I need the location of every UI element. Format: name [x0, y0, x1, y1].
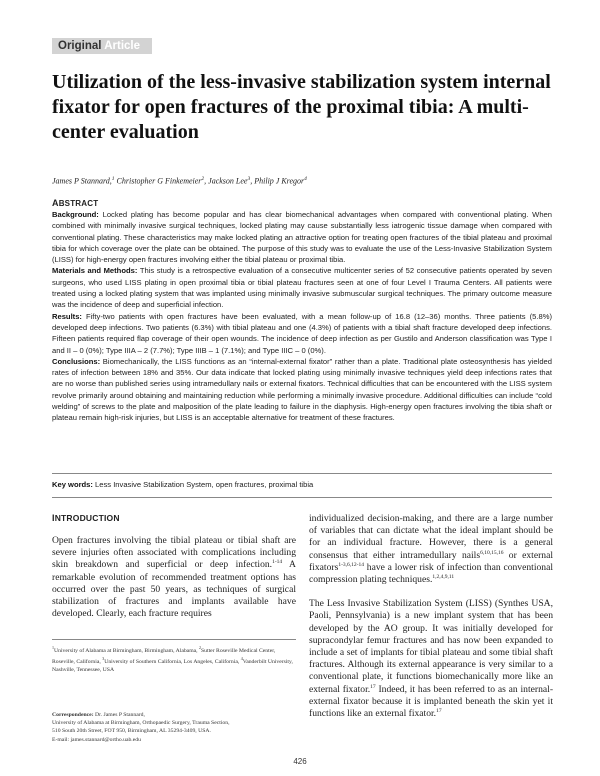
citation: 1-3,6,12-14 — [338, 561, 364, 568]
introduction-right-column — [309, 513, 553, 720]
intro-paragraph-2: The Less Invasive Stabilization System (LISS) (Synthes USA, Paoli, Pennsylvania) is a new implant system that has been developed by the AO group. It was initially developed for supracondylar femur fractures and has now been expanded to include a set of implants for tibial plateau and some tibial shaft fractures. Although its external appearance is very similar to a conventional plate, it functions biomechanically more like an external fixator.$^{17}$ Indeed, it has been referred to as an internal-external fixator because it is implanted beneath the skin yet it functions like an external fixator.$^{17}$ — [309, 598, 554, 720]
affiliation-marker: 2 — [201, 176, 205, 182]
affiliation-marker: 4 — [304, 176, 307, 182]
abstract-conclusions: Conclusions: Biomechanically, the LISS functions as an “internal-external fixator” rather than a plate. Traditional plate osteosynthesis has yielded rates of infection between 18% and 35%. Our data indicate that locked plating using minimally invasive techniques yield deep infections rates that are no worse than published series using intramedullary nails or external fixators. Technical difficulties that can be encountered with the LISS system revolve primarily around obtaining and maintaining reduction while performing a minimally invasive procedure. Additional difficulties can include “cold welding” of screws to the plate and malposition of the plate leading to failure in the diaphysis. High-energy open fractures involving the tibia shaft or plateau remain high-risk injuries, but LISS is an acceptable alternative for treatment of these fractures. — [52, 356, 552, 423]
abstract-background: Background: Locked plating has become popular and has clear biomechanical advantages when compared with conventional plating. When combined with minimally invasive surgical techniques, locked plating may cause substantially less iatrogenic tissue damage when compared with conventional plating. These characteristics may make locked plating an attractive option for treating open fractures of the tibial plateau and proximal tibia for which coverage over the plate can be obtained. The purpose of this study was to evaluate the use of the Less-Invasive Stabilization System (LISS) for high-energy open fractures involving either the tibial plateau or proximal tibia. — [52, 210, 552, 265]
article-title: Utilization of the less-invasive stabilization system internal fixator for open fractures of the proximal tibia: A multi-center evaluation — [52, 71, 551, 143]
correspondence-footnote: Correspondence: Dr. James P Stannard, University of Alabama at Birmingham, Orthopaedic Surgery, Trauma Section, 510 South 20th Street, FOT 950, Birmingham, AL 35294-3409, USA. E-mail: james.stannard@ortho.uab.edu — [52, 711, 296, 744]
affiliation-marker: 3 — [247, 176, 251, 182]
citation: 17 — [370, 683, 376, 690]
divider-line — [52, 473, 552, 474]
affiliation-marker: 1 — [111, 176, 115, 182]
conclusions-label: Conclusions: — [52, 356, 101, 366]
page-number: 426 — [293, 757, 307, 766]
footnote-divider — [52, 639, 296, 640]
abstract-heading: ABSTRACT — [52, 198, 99, 208]
intro-paragraph: Open fractures involving the tibial plateau or tibial shaft are severe injuries often associated with complications including skin breakdown and superficial or deep infection.$^{1-14}$ A remarkable evolution of recommended treatment options has occurred over the past 50 years, as techniques of surgical stabilization of fractures and implants available have developed. Clearly, each fracture requires — [52, 535, 296, 620]
introduction-heading: INTRODUCTION — [52, 513, 120, 523]
badge-word-article: Article — [104, 40, 141, 52]
correspondence-label: Correspondence: — [52, 712, 94, 718]
methods-label: Materials and Methods: — [52, 266, 138, 276]
article-type-badge — [52, 38, 152, 54]
affiliations-footnote: $^1$University of Alabama at Birmingham, Birmingham, Alabama, $^2$Sutter Roseville Medical Center, Roseville, California, $^3$University of Southern California, Los Angeles, California, $^4$Vanderbilt University, Nashville, Tennessee, USA — [52, 645, 293, 674]
introduction-left-column — [52, 535, 296, 620]
background-label: Background: — [52, 210, 99, 219]
correspondence-email: E-mail: james.stannard@ortho.uab.edu — [52, 736, 141, 743]
author-name: , Jackson Lee — [204, 176, 248, 186]
results-label: Results: — [52, 311, 82, 321]
author-name: James P Stannard, — [52, 176, 112, 186]
abstract-results: Results: Fifty-two patients with open fractures have been evaluated, with a mean follow-up of 16.8 (12–36) months. Three patients (5.8%) developed deep infections. Two patients (6.3%) with tibial plateau and one (4.3%) of patients with a tibial shaft fracture developed deep infections. Fifteen patients required flap coverage of their open wounds. The incidence of deep infection as per Gustilo and Anderson classification was Type I and II – 0 (0%); Type IIIA – 2 (7.7%); Type IIIB – 1 (7.1%); and Type IIIC – 0 (0%). — [52, 311, 552, 355]
citation: 1-14 — [272, 559, 283, 566]
citation: 17 — [436, 707, 442, 714]
keywords-line: Key words: Less Invasive Stabilization System, open fractures, proximal tibia — [52, 480, 314, 489]
citation: 1,2,4,9,11 — [432, 573, 455, 580]
badge-word-original: Original — [58, 40, 102, 52]
author-list — [52, 176, 552, 186]
author-name: Christopher G Finkemeier — [114, 176, 202, 186]
citation: 6,10,15,16 — [480, 549, 504, 556]
divider-line — [52, 497, 552, 498]
abstract-section — [52, 198, 552, 424]
keywords-label: Key words: — [52, 480, 93, 489]
author-name: , Philip J Kregor — [250, 176, 305, 186]
abstract-methods: Materials and Methods: This study is a retrospective evaluation of a consecutive multicenter series of 52 consecutive patients operated by seven surgeons, who used LISS plating in open proximal tibia or tibial plateau fractures seen at one of four Level I Trauma Centers. All patients were treated using a locked plating system that was implanted using minimally invasive submuscular surgical techniques. The primary outcome measure was the incidence of deep and superficial infection. — [52, 266, 552, 310]
intro-paragraph-continued: individualized decision-making, and there are a large number of variables that can dictate what the ideal implant should be for an individual fracture. However, there is a general consensus that either intramedullary nails$^{6,10,15,16}$ or external fixators$^{1-3,6,12-14}$ have a lower risk of infection than conventional compression plating techniques.$^{1,2,4,9,11}$ — [309, 513, 553, 586]
